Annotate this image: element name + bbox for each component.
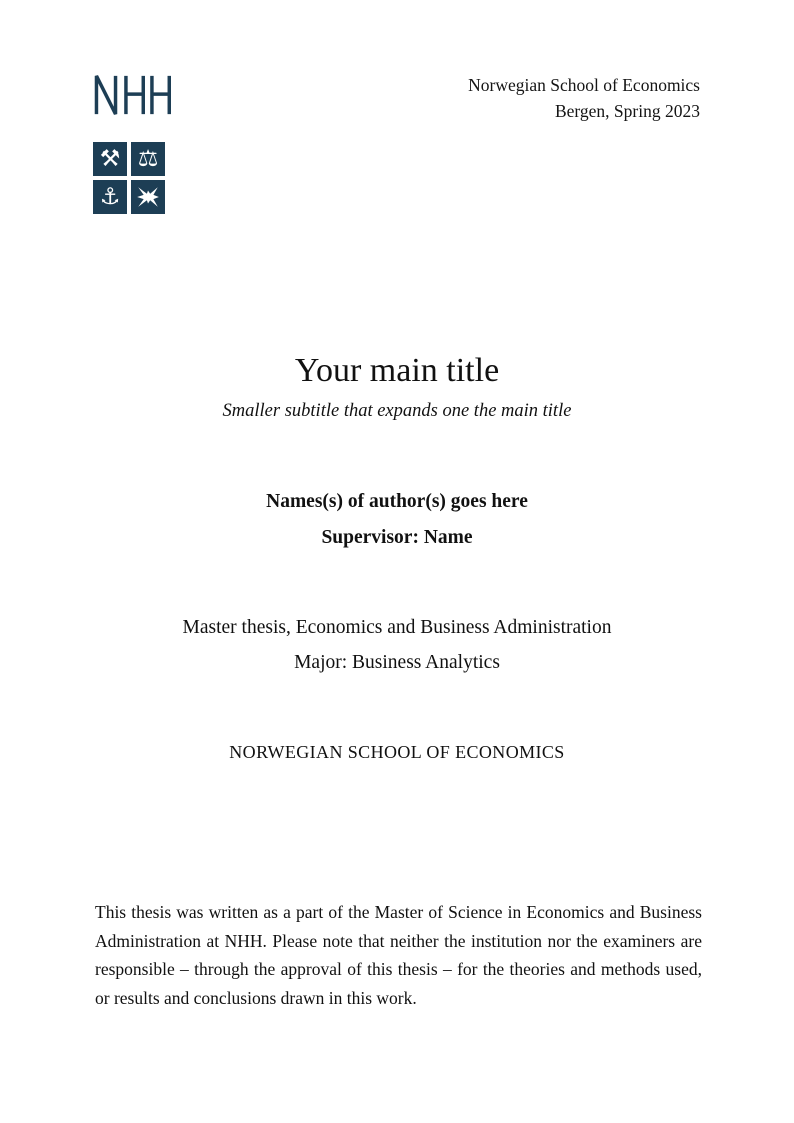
nhh-emblem (93, 142, 165, 214)
letter-h (126, 76, 143, 114)
disclaimer-paragraph: This thesis was written as a part of the Master of Science in Economics and Business Administration at NHH. Please note that neither the institution nor the examiners are responsible – through the approval of this thesis – for the theories and methods used, or results and conclusions drawn in this work. (95, 902, 702, 1009)
author-names: Names(s) of author(s) goes here (266, 491, 528, 512)
school-name: NORWEGIAN SCHOOL OF ECONOMICS (229, 742, 565, 762)
subtitle: Smaller subtitle that expands one the main title (222, 401, 572, 421)
nhh-wordmark-logo (93, 74, 171, 116)
header-institution-block (468, 73, 700, 124)
supervisor-line: Supervisor: Name (321, 527, 473, 548)
letter-n (96, 76, 115, 114)
main-title: Your main title (294, 352, 500, 389)
scales-icon: ⚖ (131, 142, 165, 176)
anchor-icon: ⚓ (93, 180, 127, 214)
crossed-hammers-icon: ⚒ (93, 142, 127, 176)
letter-h (152, 76, 169, 114)
split-cod-icon (131, 180, 165, 214)
place-and-term: Bergen, Spring 2023 (554, 100, 700, 121)
institution-name: Norwegian School of Economics (468, 75, 700, 95)
degree-line: Master thesis, Economics and Business Administration (182, 617, 612, 638)
major-line: Major: Business Analytics (294, 652, 500, 673)
